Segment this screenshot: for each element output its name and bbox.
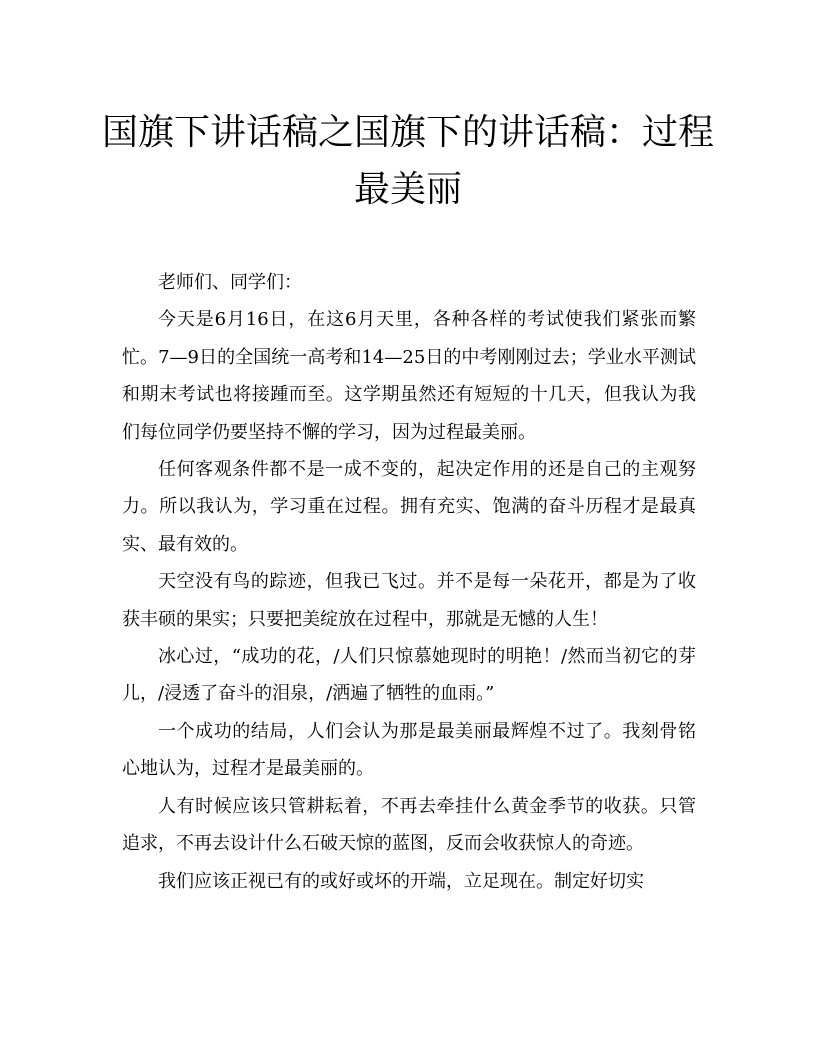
greeting-paragraph: 老师们、同学们： [158,272,302,293]
body-paragraph: 人有时候应该只管耕耘着，不再去牵挂什么黄金季节的收获。只管追求，不再去设计什么石破天惊的蓝图，反而会收获惊人的奇迹。 [122,795,696,855]
document-title [100,104,716,218]
body-paragraph: 冰心过，“成功的花，/人们只惊慕她现时的明艳！/然而当初它的芽儿，/浸透了奋斗的泪泉，/洒遍了牺牲的血雨。” [122,646,696,705]
body-paragraph: 天空没有鸟的踪迹，但我已飞过。并不是每一朵花开，都是为了收获丰硕的果实；只要把美绽放在过程中，那就是无憾的人生！ [122,571,696,630]
body-paragraph: 今天是6月16日，在这6月天里，各种各样的考试使我们紧张而繁忙。7—9日的全国统一高考和14—25日的中考刚刚过去；学业水平测试和期末考试也将接踵而至。这学期虽然还有短短的十几天，但我认为我们每位同学仍要坚持不懈的学习，因为过程最美丽。 [122,309,696,443]
document-body [122,264,696,900]
body-paragraph: 我们应该正视已有的或好或坏的开端，立足现在。制定好切实 [158,870,644,892]
body-paragraph: 任何客观条件都不是一成不变的，起决定作用的还是自己的主观努力。所以我认为，学习重在过程。拥有充实、饱满的奋斗历程才是最真实、最有效的。 [122,459,696,555]
title-line-1: 国旗下讲话稿之国旗下的讲话稿：过程 [101,112,714,153]
body-paragraph: 一个成功的结局，人们会认为那是最美丽最辉煌不过了。我刻骨铭心地认为，过程才是最美丽的。 [122,720,696,780]
title-line-2: 最美丽 [353,169,462,210]
